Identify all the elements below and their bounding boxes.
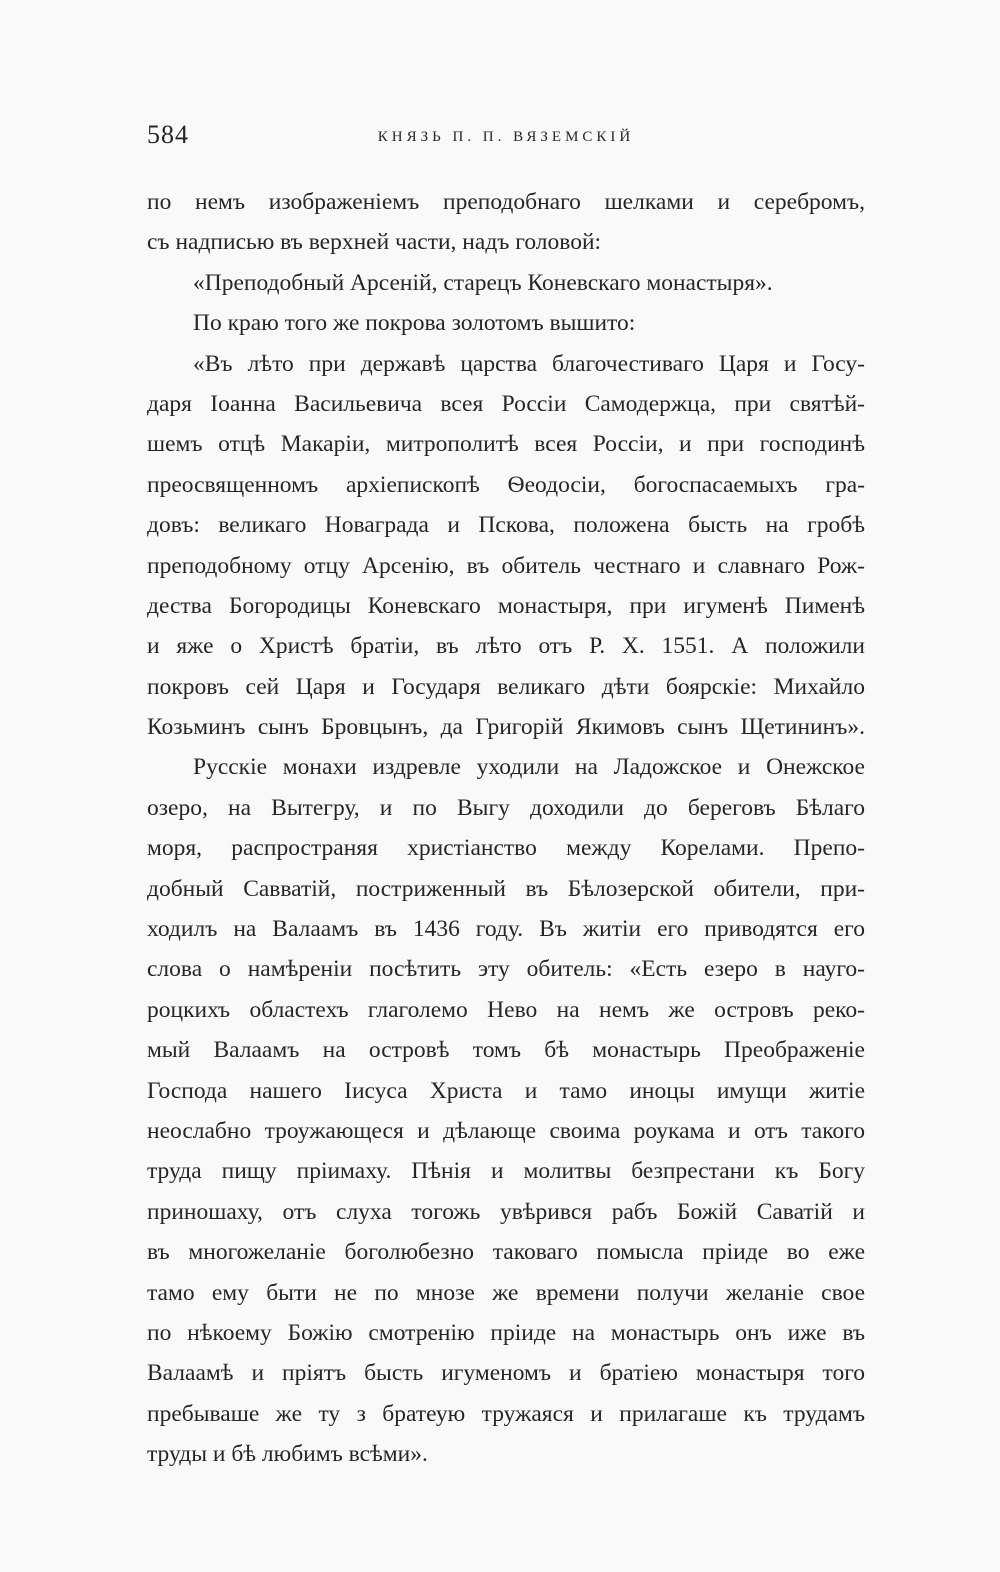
text-line: по нѣкоему Божію смотренію пріиде на монастырь онъ иже въ [147,1319,865,1346]
text-line: шемъ отцѣ Макаріи, митрополитѣ всея Россіи, и при господинѣ [147,431,865,458]
text-line: дества Богородицы Коневскаго монастыря, при игуменѣ Пименѣ [147,592,865,619]
text-line: тамо ему быти не по мнозе же времени получи желаніе свое [147,1279,865,1306]
text-line: и яже о Христѣ братіи, въ лѣто отъ Р. Х. 1551. А положили [147,633,865,660]
text-line: довъ: великаго Новаграда и Пскова, положена бысть на гробѣ [147,512,865,539]
text-line: преподобному отцу Арсенію, въ обитель честнаго и славнаго Рож- [147,552,865,579]
text-line: Русскіе монахи издревле уходили на Ладожское и Онежское [193,754,865,781]
text-line: ходилъ на Валаамъ въ 1436 году. Въ житіи его приводятся его [147,916,865,943]
text-line: моря, распространяя христіанство между Корелами. Препо- [147,835,865,862]
text-line: добный Савватій, постриженный въ Бѣлозерской обители, при- [147,875,865,902]
text-line: мый Валаамъ на островѣ томъ бѣ монастырь Преображеніе [147,1037,865,1064]
text-line: «Въ лѣто при державѣ царства благочестиваго Царя и Госу- [193,350,865,377]
page-number: 584 [147,120,189,149]
text-line: неослабно троужающеся и дѣлающе своима роукама и отъ такого [147,1117,865,1144]
text-line: преосвященномъ архіепископѣ Ѳеодосіи, богоспасаемыхъ гра- [147,471,865,498]
body-text [147,182,865,1475]
text-line: слова о намѣреніи посѣтить эту обитель: «Есть езеро в науго- [147,956,865,983]
text-line: Валаамѣ и пріятъ бысть игуменомъ и братіею монастыря того [147,1360,865,1387]
text-line: даря Іоанна Васильевича всея Россіи Самодержца, при святѣй- [147,390,865,417]
page-header [147,120,865,160]
running-head: КНЯЗЬ П. П. ВЯЗЕМСКІЙ [377,129,635,145]
text-line: приношаху, отъ слуха тогожь увѣрився рабъ Божій Саватій и [147,1198,865,1225]
text-line: по немъ изображеніемъ преподобнаго шелками и серебромъ, [147,189,865,215]
text-line: роцкихъ областехъ глаголемо Нево на немъ же островъ реко- [147,996,865,1023]
text-line: Господа нашего Іисуса Христа и тамо иноцы имущи житіе [147,1077,865,1104]
text-line: По краю того же покрова золотомъ вышито: [193,310,636,337]
text-line: труда пищу пріимаху. Пѣнія и молитвы безпрестани къ Богу [147,1158,865,1185]
text-line: труды и бѣ любимъ всѣми». [147,1441,428,1468]
text-line: пребываше же ту з братеую тружаяся и прилагаше къ трудамъ [147,1400,865,1427]
text-line: съ надписью въ верхней части, надъ головой: [147,229,602,256]
text-line: озеро, на Вытегру, и по Выгу доходили до береговъ Бѣлаго [147,794,865,821]
text-line: въ многожеланіе боголюбезно таковаго помысла пріиде во еже [147,1239,865,1266]
text-line: Козьминъ сынъ Бровцынъ, да Григорій Якимовъ сынъ Щетининъ». [147,714,865,741]
text-line: покровъ сей Царя и Государя великаго дѣти боярскіе: Михайло [147,673,865,700]
text-line: «Преподобный Арсеній, старецъ Коневскаго монастыря». [193,269,773,296]
